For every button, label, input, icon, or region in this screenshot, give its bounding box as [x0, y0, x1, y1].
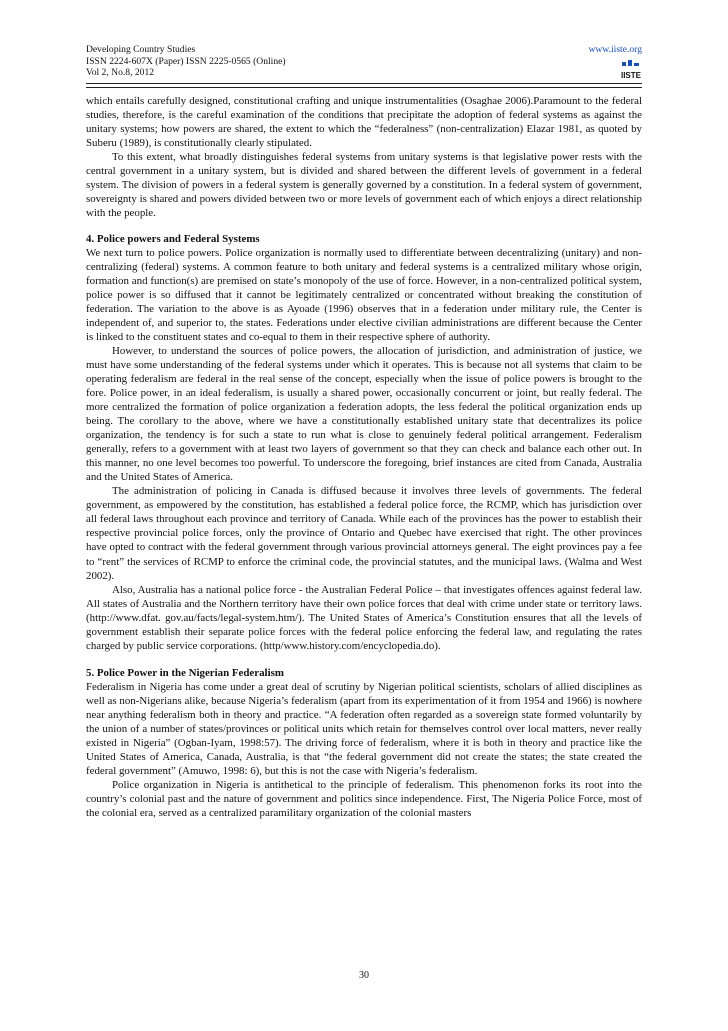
paragraph: However, to understand the sources of police powers, the allocation of jurisdiction, and administration of justice, we must have some understanding of the federal systems under which it operates. This is because not all systems that claim to be operating federalism are federal in the real sense of the concept, especially when the issue of police powers is brought to the fore. Police power, in an ideal federalism, is usually a shared power, occasionally concurrent or joint, but really federal. The more centralized the formation of police organization a federation adopts, the less federal the political organization ends up being. The corollary to the above, where we have a constitutionally established unitary state that decentralizes its police organization, the tendency is for such a state to run what is close to genuinely federal political arrangement. Federalism generally, refers to a government with at least two layers of government so that they can check and balance each other out. In this manner, no one level becomes too powerful. To underscore the foregoing, brief instances are cited from Canada, Australia and the United States of America. [86, 345, 642, 484]
header-rule-thick [86, 83, 642, 84]
paragraph: To this extent, what broadly distinguishes federal systems from unitary systems is that legislative power rests with the central government in a unitary system, but is divided and shared between the different levels of government in a federal system. The division of powers in a federal system is generally governed by a constitution. In a federal system of government, sovereignty is shared and powers divided between two or more levels of government each of which enjoys a direct relationship with the people. [86, 151, 642, 220]
section-heading-4: 4. Police powers and Federal Systems [86, 233, 260, 246]
iiste-logo [620, 58, 642, 82]
paragraph: Police organization in Nigeria is antithetical to the principle of federalism. This phenomenon forks its root into the country’s colonial past and the nature of government and politics since independence. First, The Nigeria Police Force, most of the colonial era, served as a centralized paramilitary organization of the colonial masters [86, 778, 642, 819]
journal-issn: ISSN 2224-607X (Paper) ISSN 2225-0565 (Online) [86, 55, 286, 67]
journal-name: Developing Country Studies [86, 44, 196, 55]
section-heading-5: 5. Police Power in the Nigerian Federalism [86, 666, 284, 679]
journal-url-link[interactable]: www.iiste.org [588, 44, 642, 55]
page-header [86, 44, 642, 79]
paragraph: We next turn to police powers. Police organization is normally used to differentiate between decentralizing (unitary) and non-centralizing (federal) systems. A common feature to both unitary and federal systems is a centralized military whose origin, formation and function(s) are premised on state’s monopoly of the use of force. However, in a non-centralized political system, police power is so diffused that it cannot be legitimately centralized or concentrated without breaking the constitution of federation. The variation to the above is as Ayoade (1996) observes that in a federation under military rule, the Center is independent of, and superior to, the states. Federations under elective civilian administrations are different because the Center is linked to the constituent states and co-equal to them in their respective sphere of authority. [86, 247, 642, 344]
paragraph: The administration of policing in Canada is diffused because it involves three levels of governments. The federal government, as empowered by the constitution, has established a federal police force, the RCMP, which has jurisdiction over all federal laws throughout each province and territory of Canada. While each of the provinces has the power to establish their respective provincial police forces, only the province of Ontario and Quebec have exercised that right. The other provinces have opted to contract with the federal government through various provincial attorneys general. The eight provinces pay a fee to “rent” the services of RCMP to enforce the criminal code, the provincial statutes, and the municipal laws. (Walma and West 2002). [86, 485, 642, 582]
journal-volume: Vol 2, No.8, 2012 [86, 67, 155, 78]
paragraph: which entails carefully designed, constitutional crafting and unique instrumentalities (Osaghae 2006).Paramount to the federal studies, therefore, is the careful examination of the conditions that precipitate the adoption of federal systems as against the unitary systems; how powers are shared, the extent to which the “federalness” (non-centralization) Elazar 1981, as quoted by Suberu (1989), is constitutionally clearly stipulated. [86, 95, 642, 150]
header-rule-thin [86, 87, 642, 88]
page-number: 30 [359, 970, 369, 981]
logo-text: IISTE [620, 71, 642, 80]
paragraph: Federalism in Nigeria has come under a great deal of scrutiny by Nigerian political scientists, scholars of allied disciplines as well as non-Nigerians alike, because Nigeria’s federalism (apart from its experimentation of it from 1954 and 1966) is nowhere near anything federalism both in theory and practice. “A federation often regarded as a sovereign state formed voluntarily by the union of a number of states/provinces or political units which retain for themselves control over local matters, never really existed in Nigeria” (Ogban-Iyam, 1998:57). The driving force of federalism, where it is both in theory and practice like the United States of America, Canada, Australia, is that “the federal government did not create the states; the state created the federal government” (Amuwo, 1998: 6), but this is not the case with Nigeria’s federalism. [86, 680, 642, 777]
article-body [86, 94, 642, 820]
paragraph: Also, Australia has a national police force - the Australian Federal Police – that investigates offences against federal law. All states of Australia and the Northern territory have their own police forces that deal with crime under state or territory laws. (http://www.dfat. gov.au/facts/legal-system.htm/). The United States of America’s Constitution ensures that all the levels of government establish their separate police forces with the federal police enforcing the federal law, and regulating the rates charged by public service corporations. (http/www.history.com/encyclopedia.do). [86, 583, 642, 652]
